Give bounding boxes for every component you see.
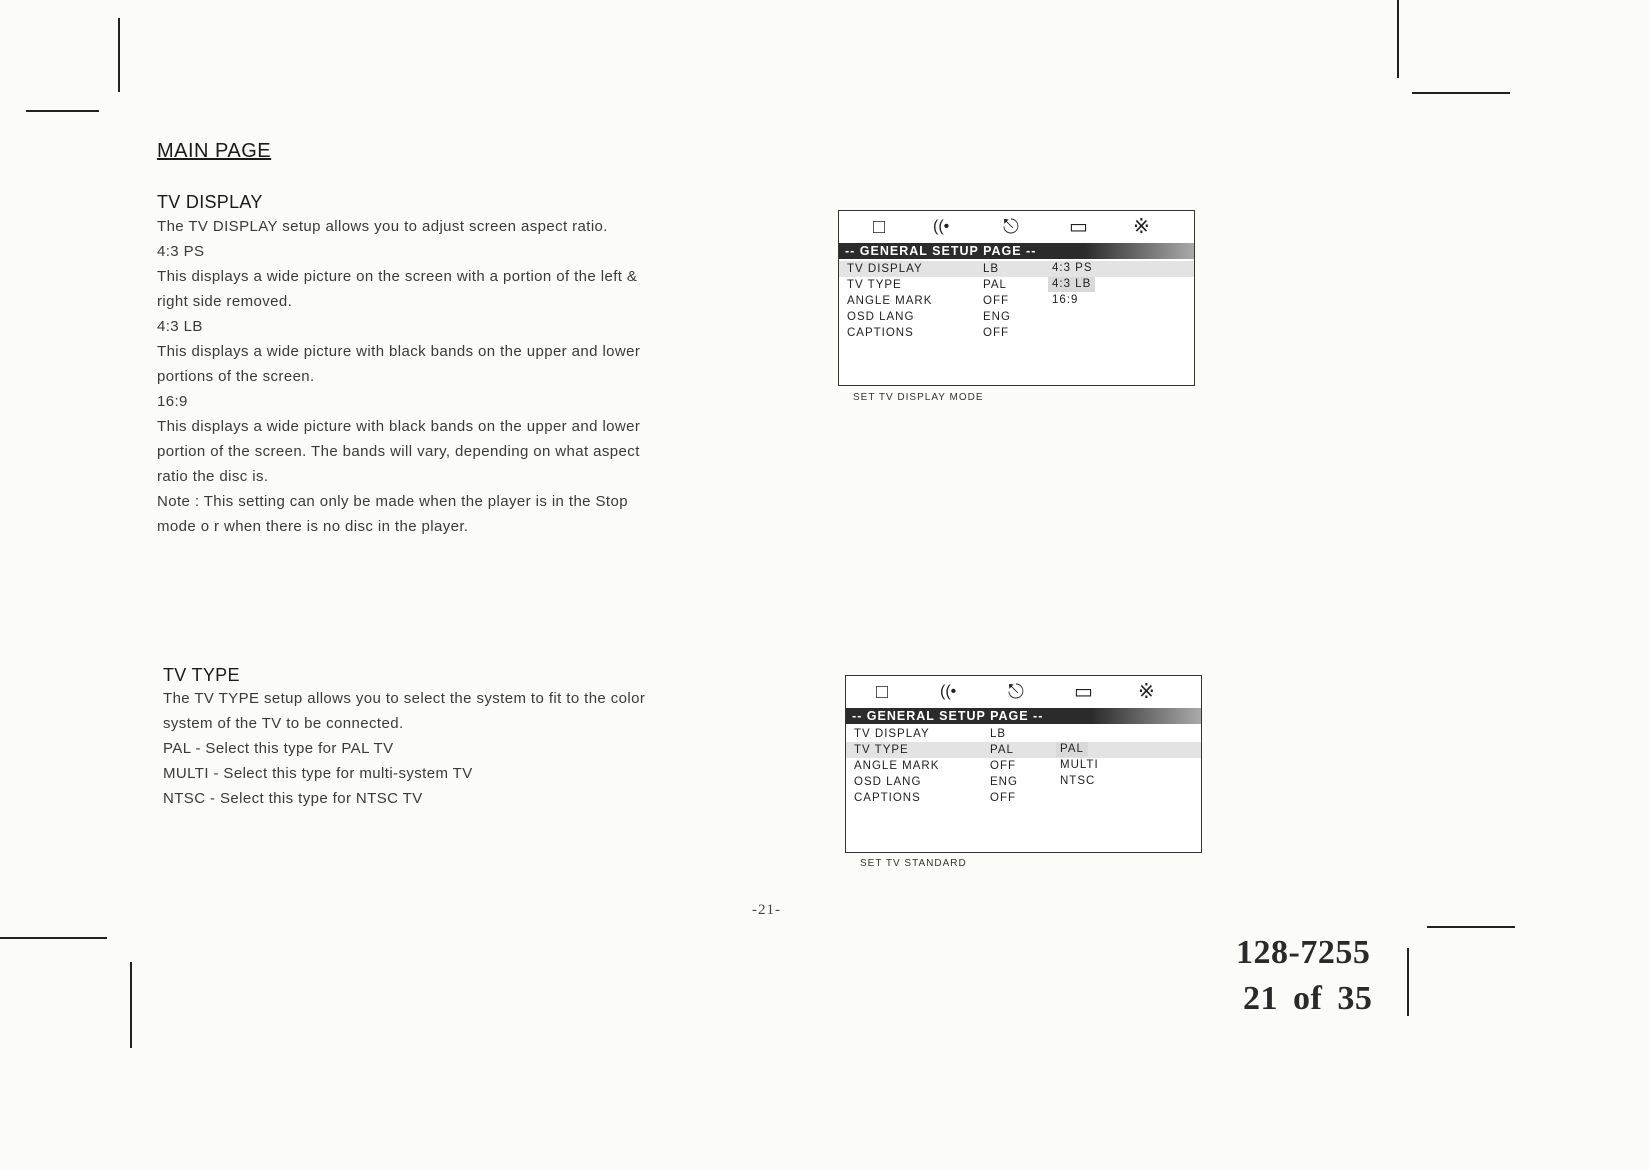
note-text: Note : This setting can only be made when the player is in the Stop <box>157 493 628 510</box>
crop-mark <box>0 937 107 939</box>
option-label: 4:3 PS <box>157 243 205 260</box>
exit-icon: ※ <box>1138 681 1155 703</box>
osd-row-tv-type[interactable]: TV TYPE PAL <box>847 279 1007 291</box>
option-label: 16:9 <box>157 393 188 410</box>
doc-page-count: 21 of 35 <box>1243 980 1373 1017</box>
lock-icon: ⎋ <box>1003 216 1019 238</box>
osd-screen-tv-type <box>845 675 1202 853</box>
tv-type-heading: TV TYPE <box>163 665 240 685</box>
crop-mark <box>1397 0 1399 78</box>
osd-row-angle-mark[interactable]: ANGLE MARK OFF <box>847 295 1009 307</box>
crop-mark <box>1407 948 1409 1016</box>
option-text: This displays a wide picture with black bands on the upper and lower <box>157 418 641 435</box>
main-title: MAIN PAGE <box>157 140 272 162</box>
osd-option[interactable]: NTSC <box>1060 775 1096 787</box>
osd-screen-tv-display <box>838 210 1195 386</box>
option-text: This displays a wide picture with black bands on the upper and lower <box>157 343 641 360</box>
osd-row-osd-lang[interactable]: OSD LANG ENG <box>847 311 1011 323</box>
speaker-icon: ((• <box>933 218 950 235</box>
osd-row-osd-lang[interactable]: OSD LANG ENG <box>854 776 1018 788</box>
option-text: ratio the disc is. <box>157 468 269 485</box>
osd-row-tv-display[interactable]: TV DISPLAY LB <box>854 728 1007 740</box>
osd-row-tv-display[interactable]: TV DISPLAY LB <box>839 261 1194 277</box>
doc-number: 128-7255 <box>1236 934 1371 971</box>
option-text: portions of the screen. <box>157 368 315 385</box>
osd-caption: SET TV DISPLAY MODE <box>853 392 984 403</box>
tv-type-body <box>163 686 773 811</box>
exit-icon: ※ <box>1133 216 1150 238</box>
crop-mark <box>1427 926 1515 928</box>
tv-icon: □ <box>876 681 889 703</box>
tv-type-item: MULTI - Select this type for multi-system TV <box>163 765 473 782</box>
osd-row-angle-mark[interactable]: ANGLE MARK OFF <box>854 760 1016 772</box>
note-text: mode o r when there is no disc in the player. <box>157 518 469 535</box>
screen-icon: ▭ <box>1069 216 1088 238</box>
lock-icon: ⎋ <box>1008 681 1024 703</box>
tv-type-item: NTSC - Select this type for NTSC TV <box>163 790 423 807</box>
osd-option-selected[interactable]: PAL <box>1056 742 1088 757</box>
osd-row-captions[interactable]: CAPTIONS OFF <box>847 327 1009 339</box>
speaker-icon: ((• <box>940 683 957 700</box>
tv-display-body <box>157 214 767 539</box>
osd-icon-bar <box>846 676 1201 708</box>
screen-icon: ▭ <box>1074 681 1093 703</box>
crop-mark <box>1412 92 1510 94</box>
page-number: -21- <box>752 902 781 918</box>
crop-mark <box>118 18 120 92</box>
option-text: This displays a wide picture on the screen with a portion of the left & <box>157 268 638 285</box>
osd-caption: SET TV STANDARD <box>860 858 967 869</box>
tv-type-item: PAL - Select this type for PAL TV <box>163 740 394 757</box>
tv-display-intro: The TV DISPLAY setup allows you to adjust screen aspect ratio. <box>157 218 608 235</box>
tv-type-intro: The TV TYPE setup allows you to select the system to fit to the color <box>163 690 646 707</box>
osd-menu <box>846 724 1201 844</box>
osd-icon-bar <box>839 211 1194 243</box>
osd-title-bar: -- GENERAL SETUP PAGE -- <box>846 708 1201 724</box>
option-text: right side removed. <box>157 293 293 310</box>
osd-title-bar: -- GENERAL SETUP PAGE -- <box>839 243 1194 259</box>
osd-option[interactable]: 16:9 <box>1052 294 1079 306</box>
option-text: portion of the screen. The bands will vary, depending on what aspect <box>157 443 640 460</box>
osd-menu <box>839 259 1194 379</box>
osd-row-tv-type[interactable]: TV TYPE PAL <box>846 742 1201 758</box>
crop-mark <box>26 110 99 112</box>
option-label: 4:3 LB <box>157 318 203 335</box>
osd-option-selected[interactable]: 4:3 LB <box>1048 277 1095 292</box>
osd-option[interactable]: MULTI <box>1060 759 1099 771</box>
crop-mark <box>130 962 132 1048</box>
tv-type-intro: system of the TV to be connected. <box>163 715 404 732</box>
osd-option[interactable]: 4:3 PS <box>1052 262 1093 274</box>
tv-icon: □ <box>873 216 886 238</box>
osd-row-captions[interactable]: CAPTIONS OFF <box>854 792 1016 804</box>
tv-display-heading: TV DISPLAY <box>157 192 263 212</box>
